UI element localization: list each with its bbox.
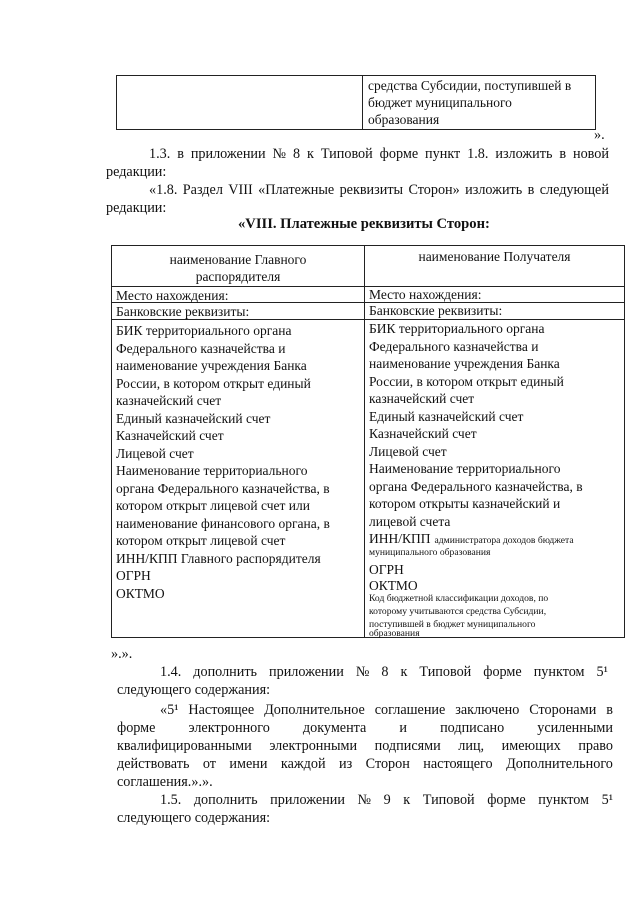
word: 9 <box>383 792 391 808</box>
word: новой <box>573 146 609 162</box>
word: из <box>339 756 353 772</box>
left-detail-line: Лицевой счет <box>116 445 194 461</box>
word: форме <box>487 792 526 808</box>
word: № <box>272 146 287 162</box>
word: имеющих <box>501 738 561 754</box>
word: пунктом <box>538 792 590 808</box>
right-detail-line: лицевой счета <box>369 513 451 529</box>
para-5-1-line-3 <box>117 737 613 755</box>
word: каждой <box>280 756 326 772</box>
para-1-8-line-2: редакции: <box>106 200 167 216</box>
word: 1.8. <box>467 146 489 162</box>
word: действовать <box>117 756 190 772</box>
right-detail-line: Лицевой счет <box>369 443 447 459</box>
left-detail-line: ОКТМО <box>116 585 165 601</box>
word: приложении <box>270 792 345 808</box>
left-detail-line: котором открыт лицевой счет или <box>116 498 310 513</box>
word: квалифицированными <box>117 738 252 754</box>
word: усиленными <box>537 720 613 736</box>
word: к <box>307 146 314 162</box>
top-table-right-line-2: бюджет муниципального <box>368 95 512 110</box>
left-bank: Банковские реквизиты: <box>116 304 250 319</box>
word: настоящего <box>423 756 493 772</box>
word: подписями <box>374 738 441 754</box>
word: к <box>403 792 411 808</box>
right-kbk-line: поступившей в бюджет муниципального <box>369 619 536 630</box>
para-1-5-line-2: следующего содержания: <box>117 810 271 826</box>
left-header-line-1: наименование Главного <box>169 252 307 267</box>
word: документа <box>302 720 367 736</box>
left-detail-line: Казначейский счет <box>116 428 224 443</box>
word: изложить <box>495 146 553 162</box>
para-1-4-line-1 <box>160 663 608 681</box>
right-location: Место нахождения: <box>369 287 482 302</box>
para-1-3-line-2: редакции: <box>106 164 167 180</box>
word: от <box>202 756 216 772</box>
right-detail-line: Федерального казначейства и <box>369 338 539 354</box>
right-detail-line: котором открыты казначейский и <box>369 496 561 511</box>
left-header-line-2: распорядителя <box>195 269 281 284</box>
word: в <box>559 146 567 162</box>
word: следующей <box>539 182 609 198</box>
right-ogrn: ОГРН <box>369 562 404 577</box>
word: 8 <box>293 146 301 162</box>
word: Дополнительного <box>506 756 613 772</box>
word: 1.5. <box>160 792 182 808</box>
right-oktmo: ОКТМО <box>369 578 418 593</box>
word: № <box>355 664 370 680</box>
left-detail-line: наименование финансового органа, в <box>116 515 330 531</box>
word: «1.8. <box>149 182 178 198</box>
word: соглашение <box>374 702 446 718</box>
left-detail-line: Федерального казначейства и <box>116 340 286 356</box>
word: в <box>527 182 535 198</box>
word: 8 <box>381 664 389 680</box>
word: форме <box>117 720 156 736</box>
word: электронными <box>269 738 358 754</box>
left-detail-line: органа Федерального казначейства, в <box>116 480 330 496</box>
word: Типовой <box>419 664 472 680</box>
right-detail-line: Казначейский счет <box>369 426 477 441</box>
word: право <box>578 738 613 754</box>
para-5-1-line-4 <box>117 755 613 773</box>
left-detail-line: казначейский счет <box>116 393 222 408</box>
word: 5¹ <box>596 664 608 680</box>
left-detail-line: Наименование территориального <box>116 463 308 478</box>
word: Типовой <box>422 792 475 808</box>
word: «Платежные <box>258 182 335 198</box>
right-inn-prefix: ИНН/КПП <box>369 531 431 546</box>
para-1-5-line-1 <box>160 791 613 809</box>
left-detail-line: Единый казначейский счет <box>116 410 271 426</box>
word: электронного <box>188 720 270 736</box>
word: Сторон» <box>408 182 460 198</box>
para-1-3-line-1 <box>149 145 609 163</box>
word: Сторонами <box>529 702 597 718</box>
closing-quote-2: ».». <box>111 646 133 662</box>
word: имени <box>229 756 268 772</box>
right-bank: Банковские реквизиты: <box>369 303 503 318</box>
word: дополнить <box>193 792 258 808</box>
left-location: Место нахождения: <box>116 288 229 303</box>
right-detail-line: казначейский счет <box>369 391 475 406</box>
left-detail-line: котором открыт лицевой счет <box>116 533 286 548</box>
left-detail-line: ОГРН <box>116 568 151 583</box>
right-inn-small: администратора доходов бюджета <box>434 535 574 546</box>
word: 1.3. <box>149 146 171 162</box>
para-5-1-line-5: соглашения.».». <box>117 774 213 790</box>
para-1-4-line-2: следующего содержания: <box>117 682 271 698</box>
word: Сторон <box>365 756 410 772</box>
word: к <box>400 664 408 680</box>
right-kbk-line: Код бюджетной классификации доходов, по <box>369 593 549 604</box>
word: изложить <box>465 182 523 198</box>
word: реквизиты <box>339 182 404 198</box>
word: заключено <box>455 702 520 718</box>
word: пунктом <box>533 664 585 680</box>
word: Типовой <box>320 146 373 162</box>
right-detail-line: БИК территориального органа <box>369 321 545 336</box>
word: дополнить <box>193 664 258 680</box>
right-header: наименование Получателя <box>418 249 571 264</box>
left-detail-line: БИК территориального органа <box>116 323 292 338</box>
right-detail-line: органа Федерального казначейства, в <box>369 478 583 494</box>
word: лиц, <box>458 738 485 754</box>
word: пункт <box>425 146 461 162</box>
right-kbk-line: образования <box>369 628 420 639</box>
word: «5¹ <box>160 702 179 718</box>
para-5-1-line-2 <box>117 719 613 737</box>
right-detail-line: России, в котором открыт единый <box>369 373 564 389</box>
top-table-right-line-3: образования <box>368 112 440 127</box>
left-detail-line: наименование учреждения Банка <box>116 358 307 373</box>
right-detail-line: Наименование территориального <box>369 461 561 476</box>
word: подписано <box>440 720 505 736</box>
right-inn-small-2: муниципального образования <box>369 547 491 558</box>
right-kbk-line: которому учитываются средства Субсидии, <box>369 606 547 617</box>
word: Дополнительное <box>264 702 365 718</box>
left-detail-line: России, в котором открыт единый <box>116 375 311 391</box>
left-detail-line: ИНН/КПП Главного распорядителя <box>116 550 321 566</box>
word: Раздел <box>182 182 223 198</box>
right-detail-line: Единый казначейский счет <box>369 408 524 424</box>
word: VIII <box>228 182 253 198</box>
word: приложении <box>190 146 266 162</box>
word: и <box>399 720 408 736</box>
word: в <box>177 146 184 162</box>
word: № <box>357 792 372 808</box>
word: 5¹ <box>601 792 613 808</box>
section-title: «VIII. Платежные реквизиты Сторон: <box>238 216 490 232</box>
right-inn-row <box>369 530 574 548</box>
closing-quote-1: ». <box>594 127 605 143</box>
para-5-1-line-1 <box>160 701 613 719</box>
word: приложении <box>269 664 344 680</box>
word: форме <box>379 146 419 162</box>
para-1-8-line-1 <box>149 181 609 199</box>
top-table-right-line-1: средства Субсидии, поступившей в <box>368 78 572 93</box>
word: в <box>606 702 613 718</box>
word: форме <box>483 664 522 680</box>
right-detail-line: наименование учреждения Банка <box>369 356 560 371</box>
word: Настоящее <box>188 702 255 718</box>
word: 1.4. <box>160 664 182 680</box>
